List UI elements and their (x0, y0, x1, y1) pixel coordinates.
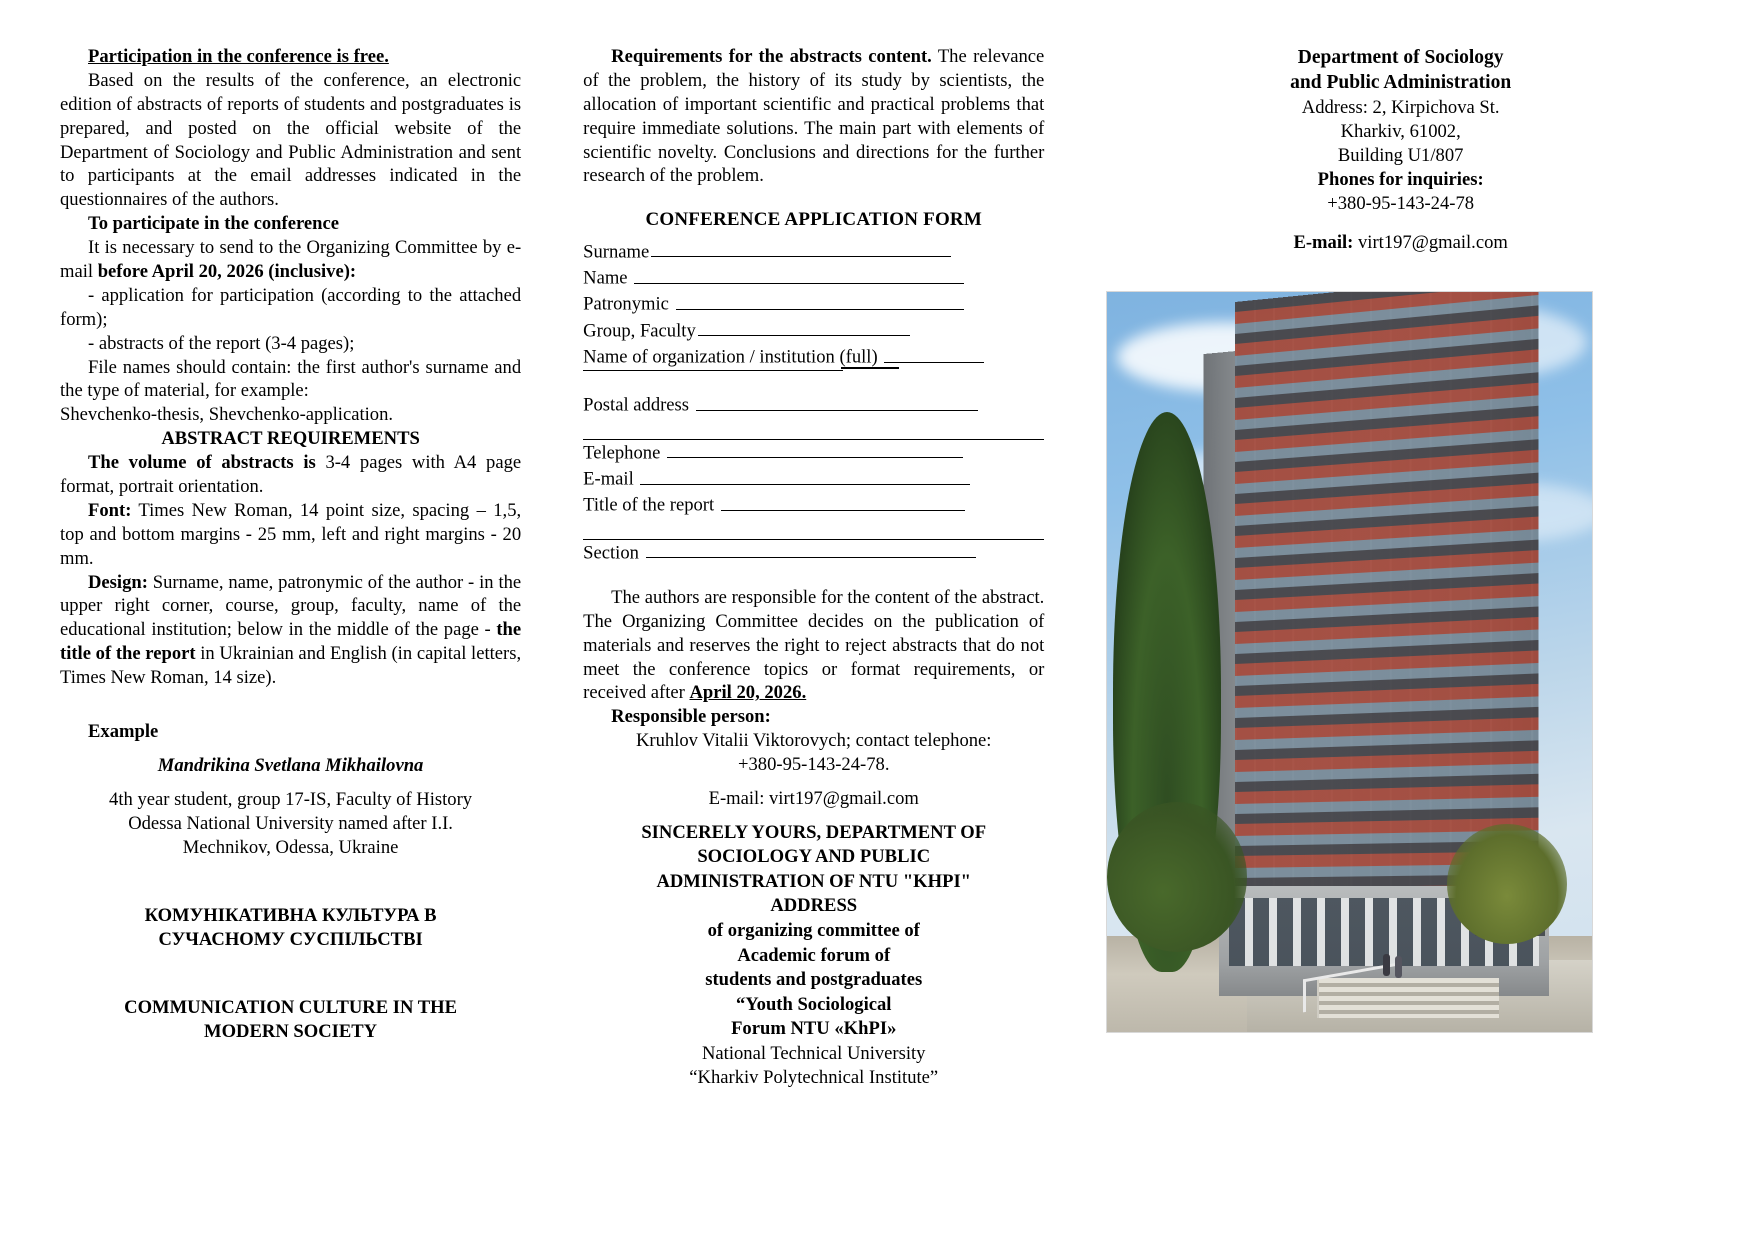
example-affiliation-line-2: Odessa National University named after I.I. (128, 812, 453, 834)
design-label: Design: (88, 571, 148, 593)
form-rule-surname (651, 239, 951, 258)
sincerely-line-6: Academic forum of (737, 944, 891, 966)
form-rule-name (634, 265, 964, 284)
department-email[interactable]: virt197@gmail.com (1353, 231, 1508, 253)
form-label-postal-address: Postal address (583, 394, 694, 416)
department-title-line-2: and Public Administration (1290, 72, 1512, 94)
example-title-uk-line-1: КОМУНІКАТИВНА КУЛЬТУРА В (144, 904, 437, 926)
form-field-organization[interactable] (583, 344, 1044, 370)
application-form-title: CONFERENCE APPLICATION FORM (645, 209, 982, 231)
form-label-organization: Name of organization / institution (full) (583, 346, 883, 368)
filenames-rule: File names should contain: the first author's surname and the type of material, for example: (60, 356, 522, 402)
form-rule-postal-address (696, 392, 978, 411)
example-label: Example (88, 721, 159, 743)
pedestrian-figure (1383, 954, 1390, 976)
university-building-photo (1106, 291, 1593, 1033)
paragraph-abstract-content-requirements (583, 45, 1044, 188)
responsible-person-label: Responsible person: (611, 706, 771, 728)
application-form (583, 239, 1044, 566)
form-label-email: E-mail (583, 468, 639, 490)
university-line-2: “Kharkiv Polytechnical Institute” (689, 1067, 939, 1089)
department-title-line-1: Department of Sociology (1297, 47, 1504, 68)
department-address-line-1: Address: 2, Kirpichova St. (1301, 96, 1500, 118)
bush-shape (1107, 802, 1247, 952)
responsible-person-phone: +380-95-143-24-78. (738, 754, 890, 776)
form-rule-report-title-cont (583, 521, 1044, 540)
responsibility-deadline: April 20, 2026. (689, 682, 807, 704)
volume-label: The volume of abstracts is (88, 452, 326, 474)
department-address-line-2: Kharkiv, 61002, (1340, 120, 1461, 142)
font-label: Font: (88, 499, 132, 521)
responsibility-text: The authors are responsible for the content of the abstract. The Organizing Committee decides on the publication of materials and reserves the right to reject abstracts that do not meet the conference topics or format requirements, or received after (583, 586, 1045, 704)
form-field-email[interactable] (583, 466, 1044, 492)
filename-example: Shevchenko-thesis, Shevchenko-application. (60, 404, 394, 426)
sincerely-line-5: of organizing committee of (707, 920, 920, 942)
design-text-2: in Ukrainian and English (in capital letters, Times New Roman, 14 size). (60, 643, 522, 689)
department-phone: +380-95-143-24-78 (1327, 193, 1475, 215)
form-rule-group-faculty (698, 318, 910, 337)
example-title-en-line-2: MODERN SOCIETY (204, 1021, 378, 1043)
example-author-name: Mandrikina Svetlana Mikhailovna (157, 754, 424, 776)
abstract-requirements-heading: ABSTRACT REQUIREMENTS (161, 428, 420, 450)
form-field-section[interactable] (583, 540, 1044, 566)
paragraph-design (60, 571, 521, 690)
paragraph-electronic-edition: Based on the results of the conference, an electronic edition of abstracts of reports of students and postgraduates is prepared, and posted on the official website of the Department of Sociology and Public Administration and sent to participants at the email addresses indicated in the questionnaires of the authors. (60, 69, 522, 211)
form-field-name[interactable] (583, 265, 1044, 291)
design-title-emphasis: the title of the report (60, 619, 522, 665)
form-field-patronymic[interactable] (583, 291, 1044, 317)
department-email-row (1106, 231, 1695, 255)
column-right (1106, 45, 1695, 1220)
form-rule-email (640, 466, 970, 485)
form-label-surname: Surname (583, 241, 650, 263)
sincerely-line-7: students and postgraduates (705, 969, 923, 991)
requirements-text: The relevance of the problem, the history of its study by scientists, the allocation of important scientific and practical problems that require immediate solutions. The main part with elements of scientific novelty. Conclusions and directions for the further research of the problem. (583, 46, 1045, 187)
paragraph-responsibility (583, 586, 1044, 705)
sincerely-line-4: ADDRESS (770, 895, 858, 917)
form-rule-section (646, 540, 976, 559)
form-label-group-faculty: Group, Faculty (583, 320, 696, 342)
form-field-surname[interactable] (583, 239, 1044, 265)
font-text: Times New Roman, 14 point size, spacing – 1,5, top and bottom margins - 25 mm, left and right margins - 20 mm. (60, 499, 522, 569)
responsible-person-email: E-mail: virt197@gmail.com (708, 788, 919, 809)
form-field-telephone[interactable] (583, 440, 1044, 466)
example-title-uk-line-2: СУЧАСНОМУ СУСПІЛЬСТВІ (158, 928, 423, 950)
form-field-group-faculty[interactable] (583, 318, 1044, 344)
example-affiliation-line-3: Mechnikov, Odessa, Ukraine (182, 836, 399, 858)
form-rule-organization (884, 344, 984, 363)
paragraph-font (60, 499, 521, 571)
form-rule-postal-address-cont (583, 421, 1044, 440)
free-participation-heading: Participation in the conference is free. (88, 46, 389, 67)
responsible-person-name: Kruhlov Vitalii Viktorovych; contact telephone: (636, 730, 992, 752)
example-affiliation-line-1: 4th year student, group 17-IS, Faculty of History (109, 788, 473, 810)
department-address-line-3: Building U1/807 (1337, 145, 1464, 167)
sincerely-line-2: SOCIOLOGY AND PUBLIC (697, 846, 931, 868)
bush-shape (1447, 824, 1567, 944)
form-rule-report-title (721, 492, 965, 511)
university-line-1: National Technical University (701, 1042, 926, 1064)
sincerely-line-3: ADMINISTRATION OF NTU "KHPI" (656, 870, 972, 892)
column-middle (583, 45, 1044, 1220)
form-field-report-title[interactable] (583, 492, 1044, 518)
example-title-en-line-1: COMMUNICATION CULTURE IN THE (124, 996, 457, 1018)
necessary-text: It is necessary to send to the Organizing Committee by e-mail (60, 237, 522, 283)
form-field-postal-address[interactable] (583, 392, 1044, 418)
to-participate-heading: To participate in the conference (88, 213, 339, 235)
pedestrian-figure (1395, 956, 1402, 978)
item-application: - application for participation (according to the attached form); (60, 284, 522, 330)
form-label-section: Section (583, 542, 644, 564)
volume-text: 3-4 pages with A4 page format, portrait orientation. (60, 452, 522, 498)
paragraph-send-committee (60, 236, 521, 284)
sincerely-line-8: “Youth Sociological (735, 993, 892, 1015)
sincerely-line-1: SINCERELY YOURS, DEPARTMENT OF (641, 821, 987, 843)
item-abstracts: - abstracts of the report (3-4 pages); (88, 332, 355, 354)
design-text-1: Surname, name, patronymic of the author - in the upper right corner, course, group, faculty, name of the educational institution; below in the middle of the page - (60, 571, 522, 641)
form-label-report-title: Title of the report (583, 494, 719, 516)
form-label-telephone: Telephone (583, 442, 665, 464)
column-left (60, 45, 521, 1220)
form-rule-patronymic (676, 291, 964, 310)
form-rule-organization-cont (583, 370, 1044, 392)
email-label: E-mail: (1293, 231, 1354, 253)
form-label-patronymic: Patronymic (583, 294, 674, 316)
form-label-name: Name (583, 267, 633, 289)
form-rule-telephone (667, 440, 963, 459)
paragraph-volume (60, 451, 521, 499)
sincerely-line-9: Forum NTU «KhPI» (731, 1018, 897, 1040)
deadline-text: before April 20, 2026 (inclusive): (97, 261, 357, 283)
phones-label: Phones for inquiries: (1317, 169, 1484, 191)
requirements-label: Requirements for the abstracts content. (611, 46, 932, 67)
three-column-layout (60, 45, 1695, 1220)
